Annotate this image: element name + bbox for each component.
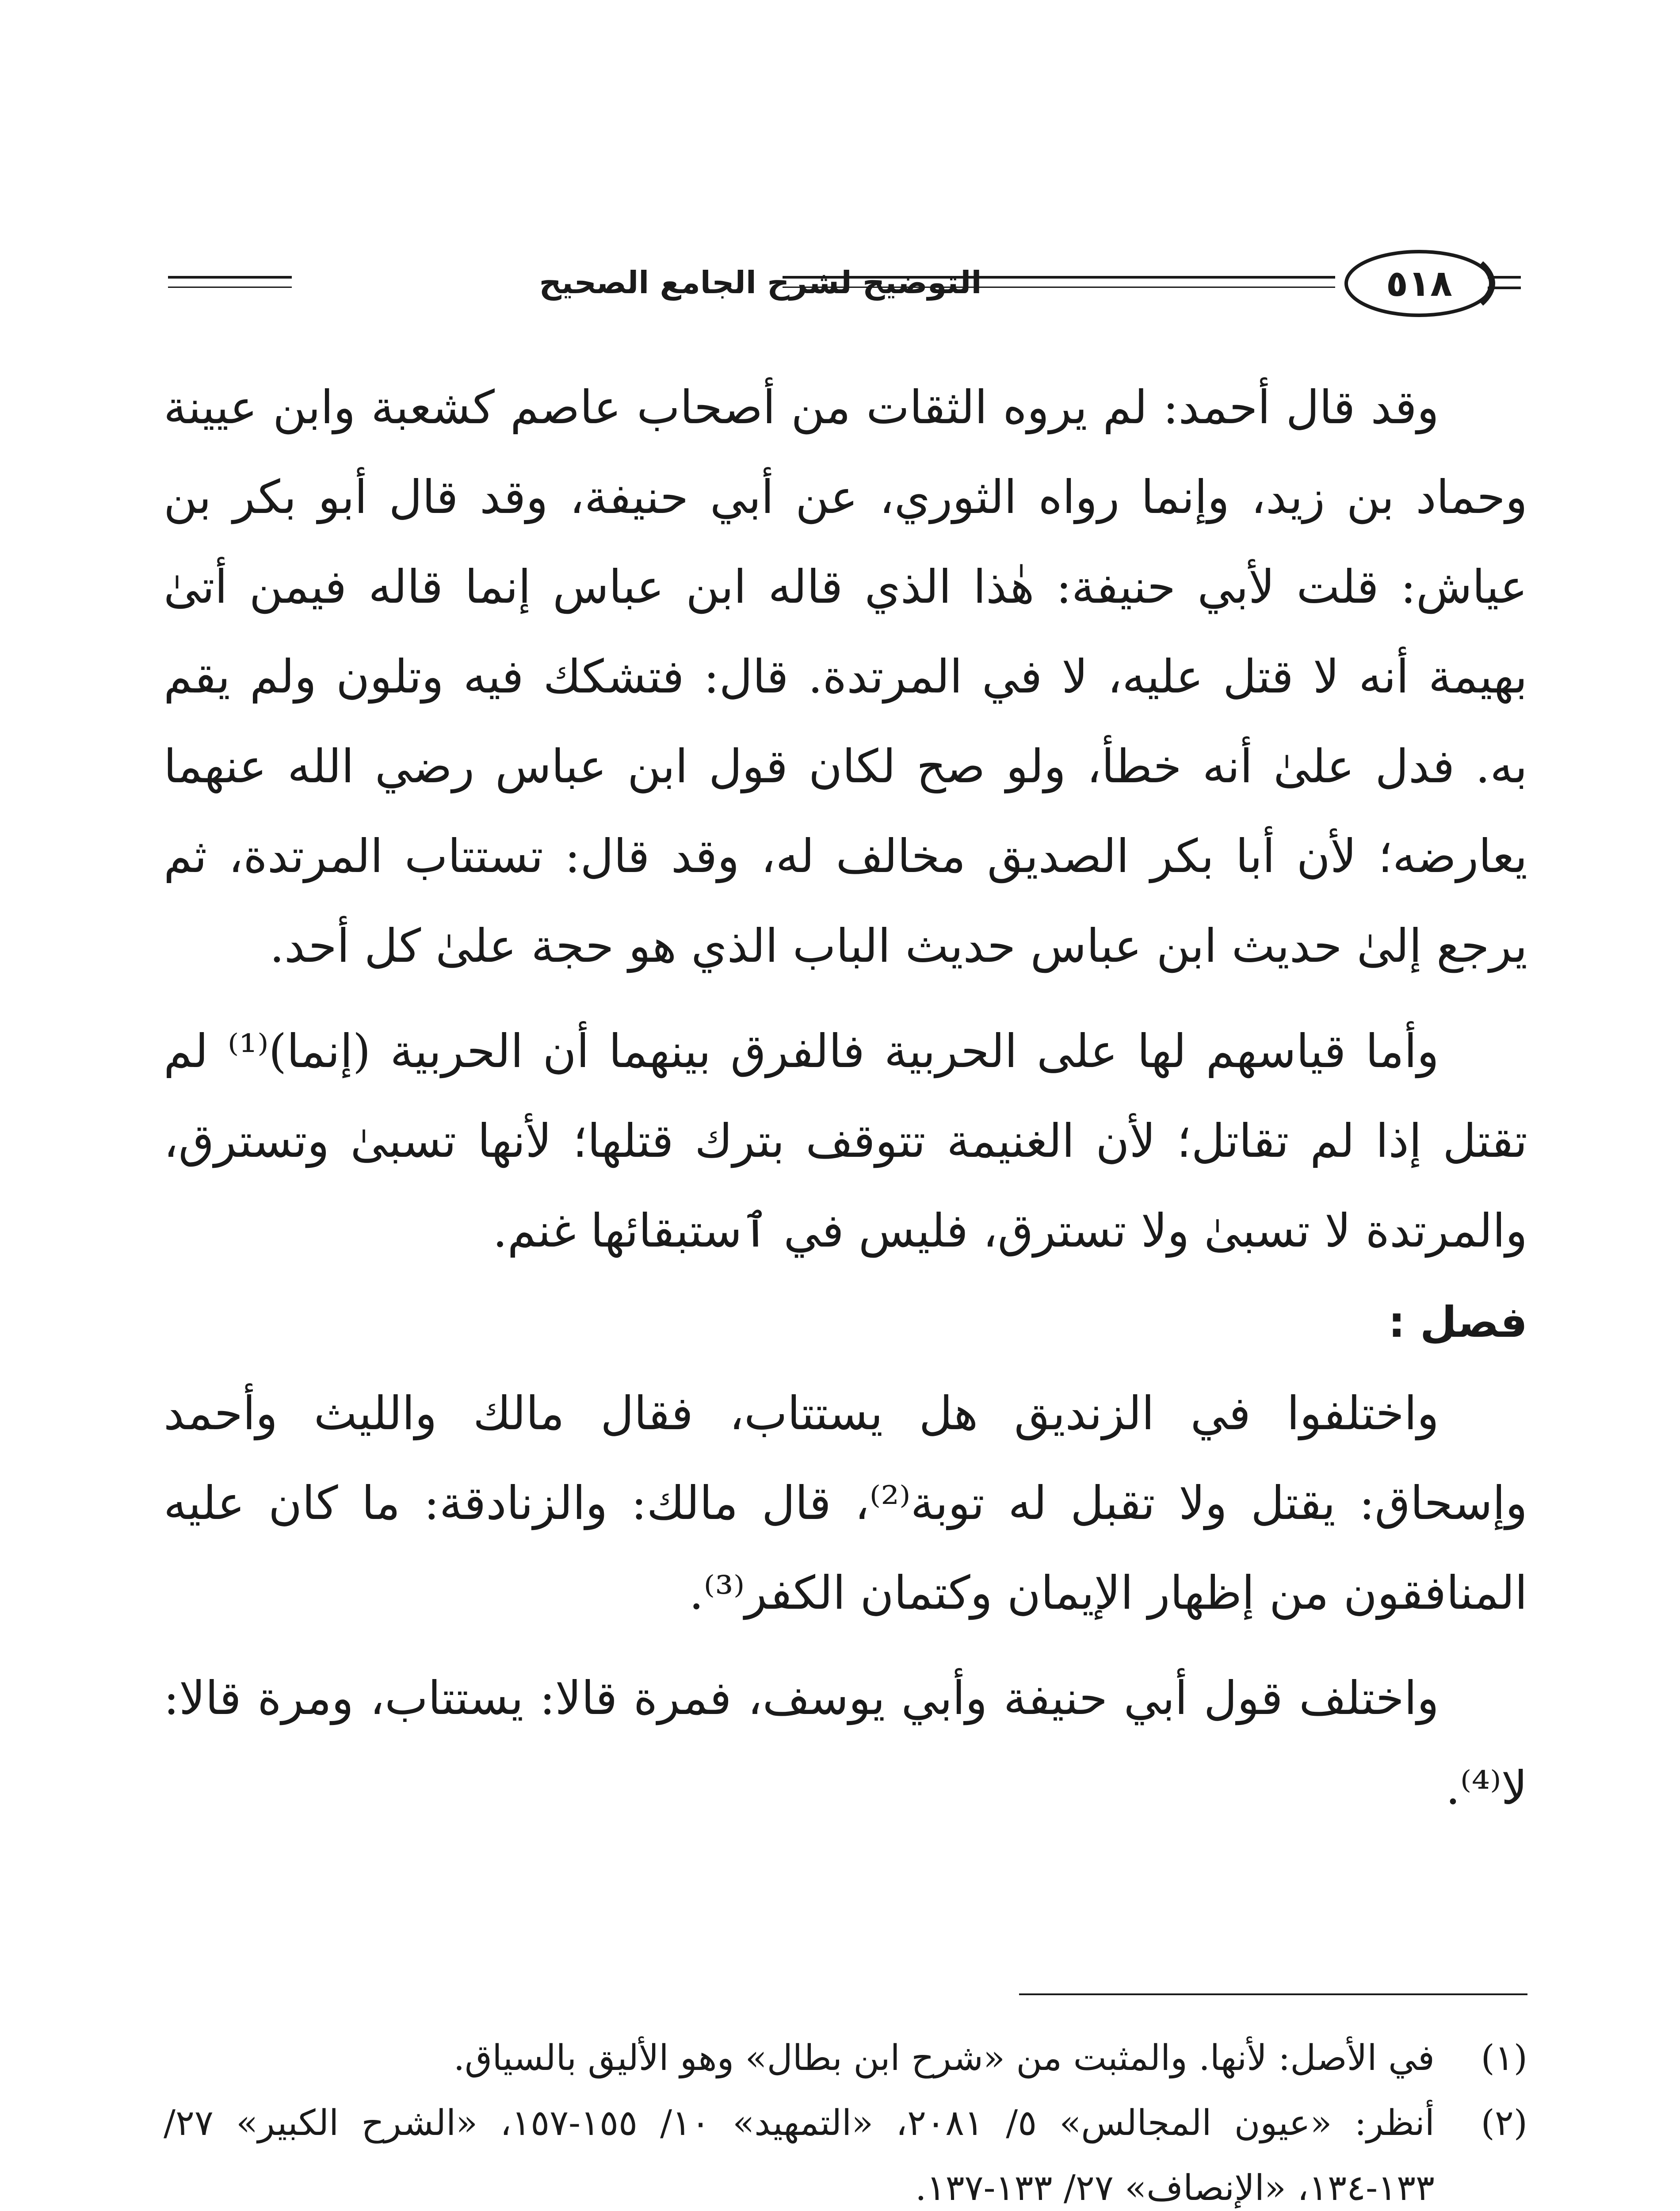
- page-number: ٥١٨: [1386, 262, 1453, 305]
- footnotes: [164, 2025, 1527, 2211]
- book-title: التوضيح لشرح الجامع الصحيح: [539, 264, 982, 301]
- footnote-marker: (١): [1481, 2037, 1527, 2078]
- section-heading: فصل :: [1388, 1297, 1527, 1347]
- footnote-text: أنظر: «عيون المجالس» ٥/ ٢٠٨١، «التمهيد» ١٠/ ١٥٥-١٥٧، «الشرح الكبير» ٢٧/ ١٣٣-١٣٤، «الإنصاف» ٢٧/ ١٣٣-١٣٧.: [164, 2102, 1435, 2208]
- main-text: [164, 363, 1527, 1833]
- header-rule-left: [168, 276, 292, 279]
- header-rule-left-thin: [168, 287, 292, 288]
- footnote: [164, 2090, 1527, 2211]
- paragraph: وقد قال أحمد: لم يروه الثقات من أصحاب عاصم كشعبة وابن عيينة وحماد بن زيد، وإنما رواه الثوري، عن أبي حنيفة، وقد قال أبو بكر بن عياش: قلت لأبي حنيفة: هٰذا الذي قاله ابن عباس إنما قاله فيمن أتىٰ بهيمة أنه لا قتل عليه، لا في المرتدة. قال: فتشكك فيه وتلون ولم يقم به. فدل علىٰ أنه خطأ، ولو صح لكان قول ابن عباس رضي الله عنهما يعارضه؛ لأن أبا بكر الصديق مخالف له، وقد قال: تستتاب المرتدة، ثم يرجع إلىٰ حديث ابن عباس حديث الباب الذي هو حجة علىٰ كل أحد.: [164, 380, 1527, 973]
- paragraph: واختلف قول أبي حنيفة وأبي يوسف، فمرة قالا: يستتاب، ومرة قالا: لا⁽⁴⁾.: [164, 1671, 1527, 1815]
- footnote: [164, 2025, 1527, 2090]
- footnote-text: في الأصل: لأنها. والمثبت من «شرح ابن بطال» وهو الأليق بالسياق.: [453, 2037, 1435, 2078]
- paragraph: واختلفوا في الزنديق هل يستتاب، فقال مالك والليث وأحمد وإسحاق: يقتل ولا تقبل له توبة⁽²⁾، قال مالك: والزنادقة: ما كان عليه المنافقون من إظهار الإيمان وكتمان الكفر⁽³⁾.: [164, 1386, 1527, 1620]
- paragraph: وأما قياسهم لها على الحربية فالفرق بينهما أن الحربية (إنما)⁽¹⁾ لم تقتل إذا لم تقاتل؛ لأن الغنيمة تتوقف بترك قتلها؛ لأنها تسبىٰ وتسترق، والمرتدة لا تسبىٰ ولا تسترق، فليس في ٱستبقائها غنم.: [164, 1024, 1527, 1258]
- page-number-badge: [1335, 246, 1521, 321]
- footnote-marker: (٢): [1481, 2102, 1527, 2143]
- page-header: [168, 246, 1521, 321]
- footnote-divider: [1019, 1993, 1527, 1995]
